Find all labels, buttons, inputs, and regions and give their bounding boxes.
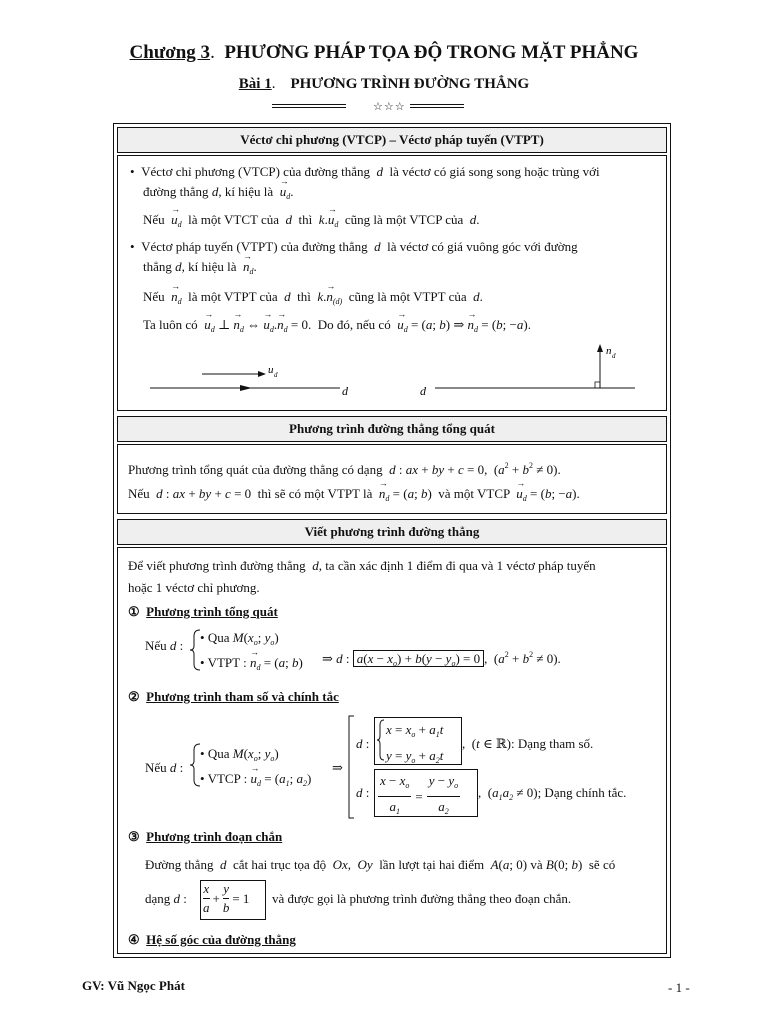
vtcp-label: VTCP — [207, 771, 241, 786]
box3-title: Viết phương trình đường thẳng — [117, 519, 667, 545]
intro-text: Để viết phương trình đường thẳng — [128, 558, 306, 573]
intro-text-2: , ta cần xác định 1 điểm đi qua và 1 véctơ pháp tuyến — [318, 558, 596, 573]
chapter-title: PHƯƠNG PHÁP TỌA ĐỘ TRONG MẶT PHẲNG — [224, 42, 639, 63]
vtcp-def-text-4: , kí hiệu là — [218, 184, 274, 199]
vtpt-definition: • Véctơ pháp tuyến (VTPT) của đường thẳng d là véctơ có giá vuông góc với đường — [130, 239, 578, 254]
param-point: • Qua $M(x_o$; $y_o$) — [200, 746, 279, 763]
direction-vector-diagram — [140, 340, 660, 402]
orthogonality-note: Ta luôn có → $u_d$ ⊥ → $n_d$ ⇔ → $u_d.\to n_d = 0$. Do đó, nếu có → $u_d = (a$; b) ⇒ → $n_d = (b$; −a). — [143, 315, 531, 340]
general-equation: Phương trình tổng quát của đường thẳng có dạng d : ax + by + c = 0, $(a^2 + b^2 \ne 0)$. — [128, 461, 561, 477]
intercept-text: Đường thẳng d cắt hai trục tọa độ Ox, Oy lần lượt tại hai điểm A(a; 0) và B(0; b) sẽ có — [145, 857, 616, 872]
canonical-label: , $(a_1a_2 \ne 0)$; Dạng chính tắc. — [478, 785, 627, 802]
divider-right — [410, 104, 464, 105]
intercept-text-2: cắt hai trục tọa độ — [232, 857, 327, 872]
vtcp-def-text-2: là véctơ có giá song song hoặc trùng với — [389, 164, 600, 179]
parametric-d: d : — [356, 736, 370, 751]
divider-left — [272, 104, 346, 105]
vtpt-multiple: Nếu → $n_d$ là một VTPT của d thì $k.\to n_{(d)}$ cũng là một VTPT của d. — [143, 287, 483, 312]
section-2-title: Phương trình tham số và chính tắc — [146, 689, 339, 704]
vtcp-mult-text-4: cũng là một VTCP của — [344, 212, 464, 227]
section-4-number: ④ — [128, 932, 140, 947]
section-3-number: ③ — [128, 829, 140, 844]
section-intercept — [128, 829, 282, 845]
box2-title: Phương trình đường thẳng tổng quát — [117, 416, 667, 442]
qua-label: Qua — [207, 630, 230, 645]
qua-label-2: Qua — [207, 746, 230, 761]
vtpt-def-text: Véctơ pháp tuyến (VTPT) của đường thẳng — [141, 239, 368, 254]
canonical-d: d : — [356, 785, 370, 800]
lesson-label: Bài 1 — [238, 76, 272, 92]
section-general — [128, 604, 278, 620]
section-slope — [128, 932, 296, 948]
vtpt-def-text-3: thẳng — [143, 259, 172, 274]
vtcp-mult-text: Nếu — [143, 212, 165, 227]
param-neu: Nếu d : — [145, 760, 184, 775]
general-form-result: ⇒ d : $a(x - x_o) + b(y - y_o) = 0$ , $(a^2 + b^2 \ne 0)$. — [322, 650, 561, 668]
vtpt-label: VTPT — [207, 655, 240, 670]
vtcp-def-text-3: đường thẳng — [143, 184, 209, 199]
box3-intro-2: hoặc 1 véctơ chỉ phương. — [128, 580, 260, 595]
canonical-frac-2: $\frac{y - y_o}{a_2}$ — [428, 773, 459, 816]
dang-tham-so: : Dạng tham số. — [510, 736, 594, 751]
intercept-form-lead: dạng d : — [145, 891, 187, 906]
neu-label-2: Nếu — [145, 760, 167, 775]
divider-right-2 — [410, 107, 464, 108]
big-left-bracket — [346, 714, 356, 820]
canonical-frac-1: $\frac{x - x_o}{a_1}$ — [380, 773, 410, 816]
vtcp-definition: • Véctơ chỉ phương (VTCP) của đường thẳng d là véctơ có giá song song hoặc trùng với — [130, 164, 600, 179]
param-direction: • VTCP : → $u_d = (a_1$; $a_2$) — [200, 769, 311, 794]
vtpt-definition-2: thẳng d, kí hiệu là → $n_d$. — [143, 257, 257, 282]
general-normal: • VTPT : → $n_d = (a$; b) — [200, 653, 303, 678]
general-conditions — [200, 628, 303, 678]
teacher-name: GV: Vũ Ngọc Phát — [82, 978, 185, 993]
dang-chinh-tac: ; Dạng chính tắc. — [537, 785, 627, 800]
canonical-row: $\frac{x - x_o}{a_1}$ = $\frac{y - y_o}{a_2}$ — [378, 771, 474, 822]
vtcp-mult-text-3: thì — [298, 212, 313, 227]
ortho-text-2: Do đó, nếu có — [317, 317, 391, 332]
intercept-text-5: dạng — [145, 891, 171, 906]
intercept-text-1: Đường thẳng — [145, 857, 214, 872]
intercept-formula: x a + $\frac{y}{b}$ = 1 — [203, 881, 250, 915]
vtcp-mult-text-2: là một VTCT của — [188, 212, 280, 227]
section-parametric — [128, 689, 339, 705]
svg-text:d: d — [274, 371, 278, 379]
vtpt-mult-text-4: cũng là một VTPT của — [348, 289, 467, 304]
section-2-number: ② — [128, 689, 140, 704]
param-y: $y = y_o + a_2t$ — [386, 748, 444, 765]
param-implies: ⇒ — [332, 760, 343, 775]
frac-x-a: x a — [203, 881, 210, 915]
general-eq-text: Phương trình tổng quát của đường thẳng có dạng — [128, 462, 383, 477]
param-brace — [376, 718, 386, 762]
svg-text:d: d — [420, 384, 426, 398]
param-x: $x = x_o + a_1t$ — [386, 722, 444, 739]
section-3-title: Phương trình đoạn chắn — [146, 829, 283, 844]
intercept-text-4: sẽ có — [588, 857, 616, 872]
svg-text:u: u — [268, 364, 274, 376]
section-4-title: Hệ số góc của đường thẳng — [146, 932, 296, 947]
general-vec-text-3: và một VTCP — [438, 486, 510, 501]
vtpt-mult-text-3: thì — [297, 289, 311, 304]
general-equation-vectors: Nếu d : ax + by + c = 0 thì sẽ có một VTPT là → $n_d = (a$; b) và một VTCP → $u_d = (b$; −a). — [128, 484, 580, 509]
frac-y-b: $\frac{y}{b}$ — [222, 881, 230, 915]
vtcp-definition-2: đường thẳng d, kí hiệu là → $u_d$. — [143, 182, 293, 207]
parametric-label: , (t ∈ ℝ): Dạng tham số. — [462, 736, 594, 751]
box3-intro: Để viết phương trình đường thẳng d, ta cần xác định 1 điểm đi qua và 1 véctơ pháp tuyến — [128, 558, 596, 573]
neu-label: Nếu — [145, 638, 167, 653]
general-form-derivation: Nếu d : — [145, 638, 184, 653]
intercept-text-3: lần lượt tại hai điểm — [379, 857, 485, 872]
lesson-heading: Bài 1. PHƯƠNG TRÌNH ĐƯỜNG THẲNG — [238, 76, 530, 92]
vtpt-def-text-4: , kí hiệu là — [181, 259, 237, 274]
parametric-system — [386, 719, 443, 771]
section-1-number: ① — [128, 604, 140, 619]
page-number: - 1 - — [668, 980, 690, 995]
vtpt-mult-text: Nếu — [143, 289, 165, 304]
vtcp-def-text: Véctơ chỉ phương (VTCP) của đường thẳng — [141, 164, 371, 179]
param-conditions — [200, 744, 311, 794]
svg-text:d: d — [612, 352, 616, 360]
vtcp-multiple: Nếu → $u_d$ là một VTCT của d thì $k.\to u_d$ cũng là một VTCP của d. — [143, 210, 480, 235]
stars-ornament: ☆☆☆ — [373, 101, 406, 113]
svg-text:d: d — [342, 384, 348, 398]
general-vec-text: Nếu — [128, 486, 150, 501]
vtpt-mult-text-2: là một VTPT của — [188, 289, 278, 304]
vtpt-def-text-2: là véctơ có giá vuông góc với đường — [387, 239, 578, 254]
canonical-equation — [378, 771, 474, 822]
general-vec-text-2: thì sẽ có một VTPT là — [257, 486, 373, 501]
lesson-title: PHƯƠNG TRÌNH ĐƯỜNG THẲNG — [290, 76, 530, 92]
general-point: • Qua $M(x_o$; $y_o$) — [200, 630, 279, 647]
section-1-title: Phương trình tổng quát — [146, 604, 278, 619]
chapter-label: Chương 3 — [129, 42, 211, 63]
box1-title: Véctơ chỉ phương (VTCP) – Véctơ pháp tuyến (VTPT) — [117, 127, 667, 153]
chapter-heading: Chương 3. PHƯƠNG PHÁP TỌA ĐỘ TRONG MẶT PHẲNG — [129, 42, 639, 63]
intercept-desc: và được gọi là phương trình đường thẳng theo đoạn chắn. — [272, 891, 572, 906]
svg-text:n: n — [606, 345, 612, 357]
divider-left-2 — [272, 107, 346, 108]
ortho-text: Ta luôn có — [143, 317, 198, 332]
